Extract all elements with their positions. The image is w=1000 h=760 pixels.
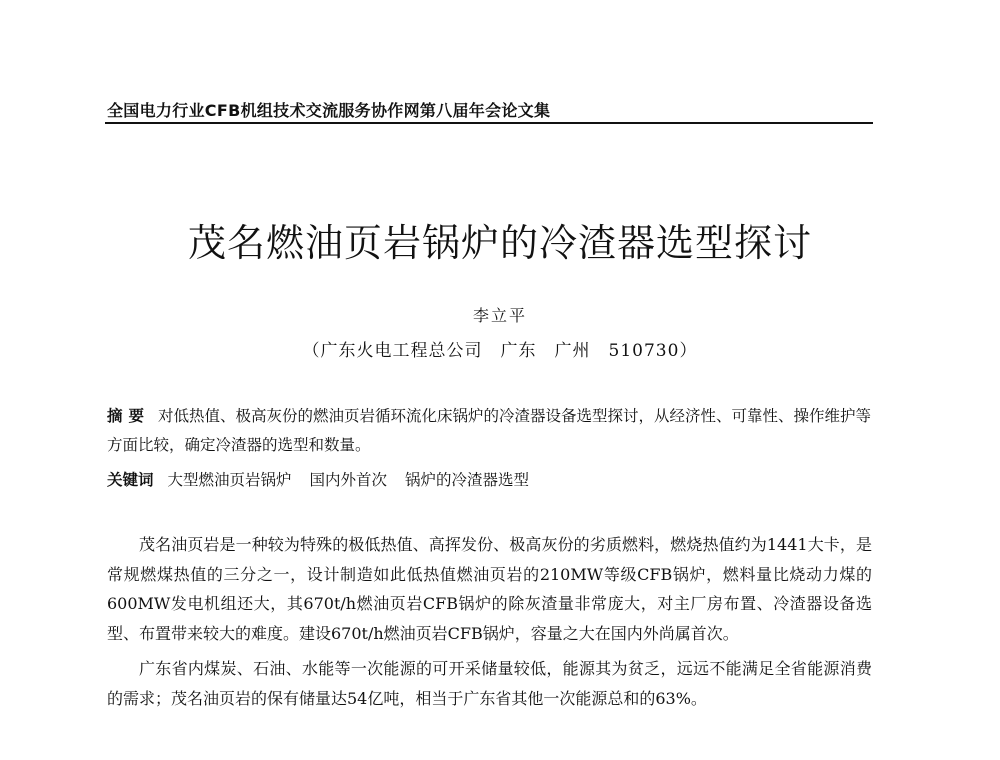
- header-rule: [105, 122, 873, 124]
- body-paragraph: 广东省内煤炭、石油、水能等一次能源的可开采储量较低，能源其为贫乏，远远不能满足全省能源消费的需求；茂名油页岩的保有储量达54亿吨，相当于广东省其他一次能源总和的63%。: [107, 659, 872, 708]
- abstract: [107, 402, 872, 460]
- body-paragraph: 茂名油页岩是一种较为特殊的极低热值、高挥发份、极高灰份的劣质燃料，燃烧热值约为1441大卡，是常规燃煤热值的三分之一，设计制造如此低热值燃油页岩的210MW等级CFB锅炉，燃料量比烧动力煤的600MW发电机组还大，其670t/h燃油页岩CFB锅炉的除灰渣量非常庞大，对主厂房布置、冷渣器设备选型、布置带来较大的难度。建设670t/h燃油页岩CFB锅炉，容量之大在国内外尚属首次。: [107, 535, 872, 643]
- abstract-text: 对低热值、极高灰份的燃油页岩循环流化床锅炉的冷渣器设备选型探讨，从经济性、可靠性、操作维护等方面比较，确定冷渣器的选型和数量。: [107, 407, 872, 454]
- abstract-label: 摘要: [107, 407, 151, 425]
- article-title: 茂名燃油页岩锅炉的冷渣器选型探讨: [187, 221, 812, 265]
- keywords-label: 关键词: [107, 471, 154, 489]
- author-affiliation: （广东火电工程总公司 广东 广州 510730）: [302, 341, 698, 361]
- author-name: 李立平: [472, 306, 527, 325]
- keyword-item: 国内外首次: [309, 471, 388, 489]
- keywords: [107, 469, 872, 491]
- running-header: 全国电力行业CFB机组技术交流服务协作网第八届年会论文集: [107, 101, 551, 120]
- body-text: [107, 530, 872, 713]
- keyword-item: 锅炉的冷渣器选型: [405, 471, 530, 489]
- keyword-item: 大型燃油页岩锅炉: [167, 471, 292, 489]
